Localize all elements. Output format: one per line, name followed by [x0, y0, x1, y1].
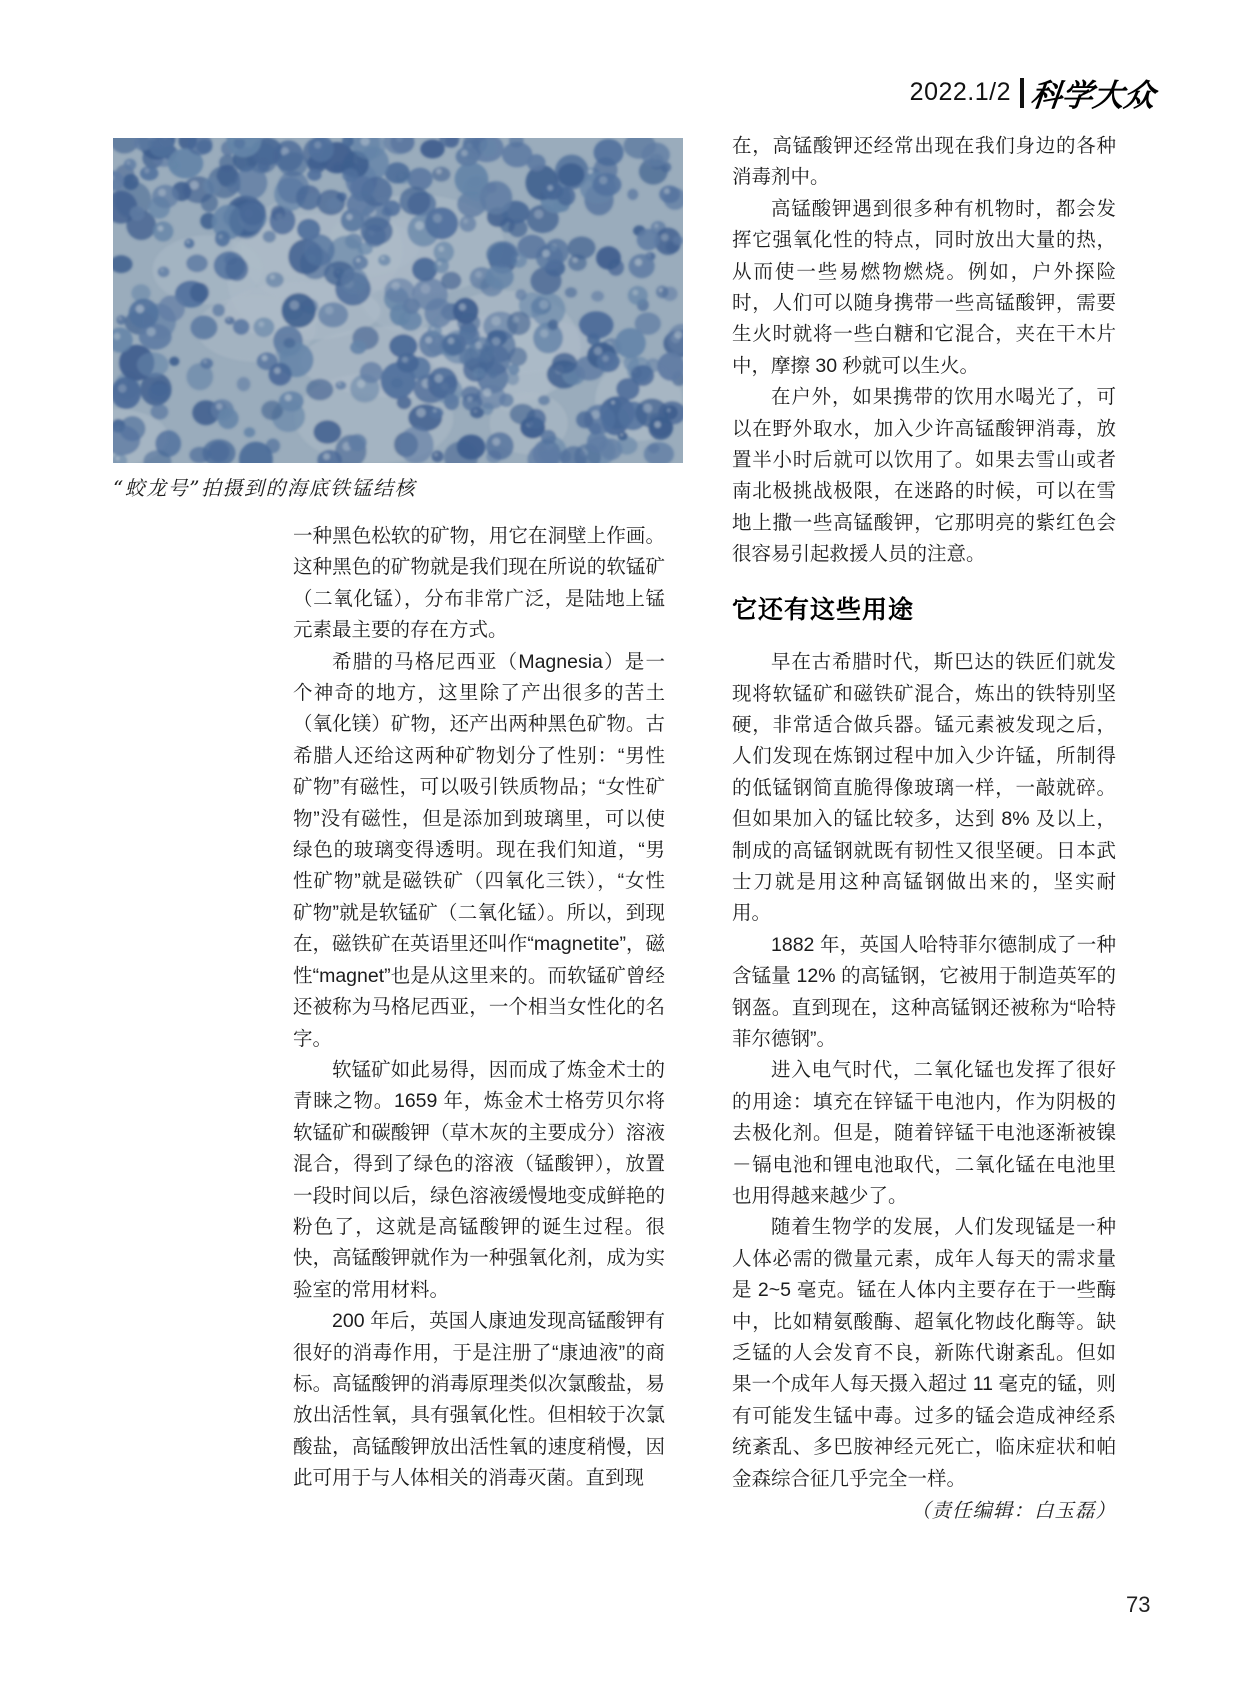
- right-column: [732, 131, 1116, 1526]
- photo-caption: “蛟龙号”拍摄到的海底铁锰结核: [113, 476, 416, 500]
- issue-date: 2022.1/2: [909, 78, 1011, 106]
- paragraph: 1882 年，英国人哈特菲尔德制成了一种含锰量 12% 的高锰钢，它被用于制造英军的钢盔。直到现在，这种高锰钢还被称为“哈特菲尔德钢”。: [732, 933, 1116, 1050]
- paragraph: 在户外，如果携带的饮用水喝光了，可以在野外取水，加入少许高锰酸钾消毒，放置半小时后就可以饮用了。如果去雪山或者南北极挑战极限，在迷路的时候，可以在雪地上撒一些高锰酸钾，它那明亮的紫红色会很容易引起救援人员的注意。: [732, 386, 1116, 566]
- paragraph: 在，高锰酸钾还经常出现在我们身边的各种消毒剂中。: [732, 135, 1116, 189]
- page-header: [910, 70, 1155, 115]
- masthead-divider: [1020, 78, 1024, 108]
- left-column: [293, 521, 665, 1495]
- seabed-photo-figure: [113, 138, 683, 501]
- paragraph: 软锰矿如此易得，因而成了炼金术士的青睐之物。1659 年，炼金术士格劳贝尔将软锰矿和碳酸钾（草木灰的主要成分）溶液混合，得到了绿色的溶液（锰酸钾），放置一段时间以后，绿色溶液缓慢地变成鲜艳的粉色了，这就是高锰酸钾的诞生过程。很快，高锰酸钾就作为一种强氧化剂，成为实验室的常用材料。: [293, 1058, 665, 1301]
- paragraph: 随着生物学的发展，人们发现锰是一种人体必需的微量元素，成年人每天的需求量是 2~5 毫克。锰在人体内主要存在于一些酶中，比如精氨酸酶、超氧化物歧化酶等。缺乏锰的人会发育不良，新陈代谢紊乱。但如果一个成年人每天摄入超过 11 毫克的锰，则有可能发生锰中毒。过多的锰会造成神经系统紊乱、多巴胺神经元死亡，临床症状和帕金森综合征几乎完全一样。: [732, 1216, 1116, 1490]
- editor-credit: （责任编辑：白玉磊）: [910, 1499, 1116, 1523]
- right-column-bottom: [732, 647, 1116, 1495]
- right-column-top: [732, 131, 1116, 571]
- paragraph: 一种黑色松软的矿物，用它在洞壁上作画。这种黑色的矿物就是我们现在所说的软锰矿（二氧化锰），分布非常广泛，是陆地上锰元素最主要的存在方式。: [293, 525, 665, 642]
- paragraph: 高锰酸钾遇到很多种有机物时，都会发挥它强氧化性的特点，同时放出大量的热，从而使一些易燃物燃烧。例如，户外探险时，人们可以随身携带一些高锰酸钾，需要生火时就将一些白糖和它混合，夹在干木片中，摩擦 30 秒就可以生火。: [732, 197, 1116, 377]
- paragraph: 200 年后，英国人康迪发现高锰酸钾有很好的消毒作用，于是注册了“康迪液”的商标。高锰酸钾的消毒原理类似次氯酸盐，易放出活性氧，具有强氧化性。但相较于次氯酸盐，高锰酸钾放出活性氧的速度稍慢，因此可用于与人体相关的消毒灭菌。直到现: [293, 1310, 665, 1490]
- magazine-logo: 科学大众: [1028, 78, 1157, 114]
- paragraph: 进入电气时代，二氧化锰也发挥了很好的用途：填充在锌锰干电池内，作为阴极的去极化剂。但是，随着锌锰干电池逐渐被镍－镉电池和锂电池取代，二氧化锰在电池里也用得越来越少了。: [732, 1059, 1116, 1207]
- section-heading: 它还有这些用途: [732, 595, 915, 624]
- seabed-nodules-photo: [113, 138, 683, 463]
- paragraph: 早在古希腊时代，斯巴达的铁匠们就发现将软锰矿和磁铁矿混合，炼出的铁特别坚硬，非常适合做兵器。锰元素被发现之后，人们发现在炼钢过程中加入少许锰，所制得的低锰钢简直脆得像玻璃一样，一敲就碎。但如果加入的锰比较多，达到 8% 及以上，制成的高锰钢就既有韧性又很坚硬。日本武士刀就是用这种高锰钢做出来的，坚实耐用。: [732, 651, 1116, 925]
- paragraph: 希腊的马格尼西亚（Magnesia）是一个神奇的地方，这里除了产出很多的苦土（氧化镁）矿物，还产出两种黑色矿物。古希腊人还给这两种矿物划分了性别：“男性矿物”有磁性，可以吸引铁质物品；“女性矿物”没有磁性，但是添加到玻璃里，可以使绿色的玻璃变得透明。现在我们知道，“男性矿物”就是磁铁矿（四氧化三铁），“女性矿物”就是软锰矿（二氧化锰）。所以，到现在，磁铁矿在英语里还叫作“magnetite”，磁性“magnet”也是从这里来的。而软锰矿曾经还被称为马格尼西亚，一个相当女性化的名字。: [293, 650, 665, 1050]
- page-number: 73: [1126, 1592, 1151, 1617]
